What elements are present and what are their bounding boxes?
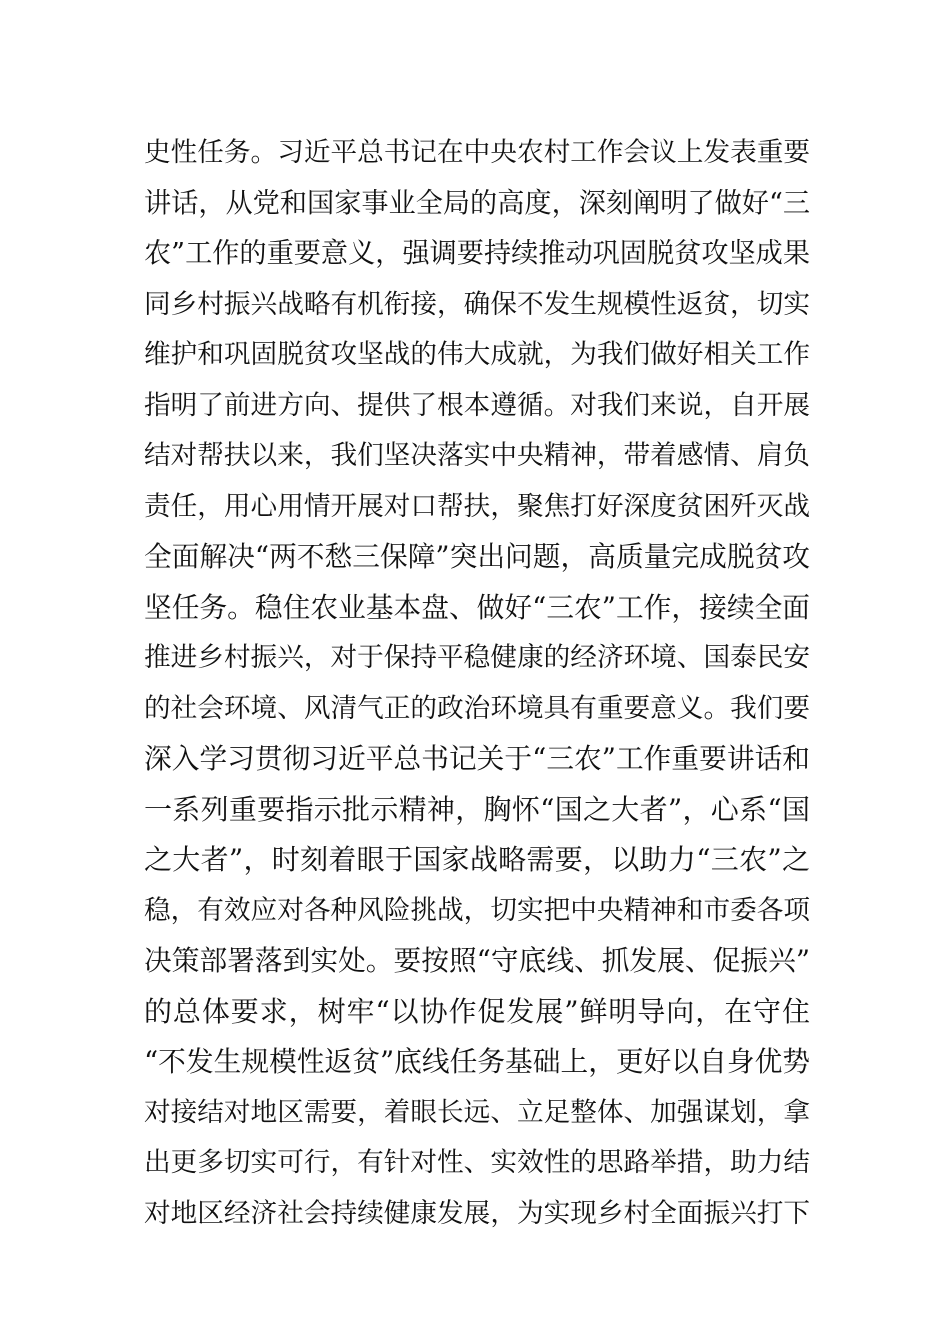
text-line-2: 讲话，从党和国家事业全局的高度，深刻阐明了做好“三 — [144, 187, 811, 219]
text-line-20: 对接结对地区需要，着眼长远、立足整体、加强谋划，拿 — [144, 1096, 810, 1128]
text-line-12: 的社会环境、风清气正的政治环境具有重要意义。我们要 — [144, 692, 810, 724]
text-line-11: 推进乡村振兴，对于保持平稳健康的经济环境、国泰民安 — [144, 642, 810, 673]
text-line-21: 出更多切实可行，有针对性、实效性的思路举措，助力结 — [144, 1147, 810, 1178]
text-line-7: 结对帮扶以来，我们坚决落实中央精神，带着感情、肩负 — [144, 440, 810, 471]
text-line-14: 一系列重要指示批示精神，胸怀“国之大者”，心系“国 — [144, 792, 810, 826]
text-line-22: 对地区经济社会持续健康发展，为实现乡村全面振兴打下 — [144, 1197, 810, 1229]
text-line-17: 决策部署落到实处。要按照“守底线、抓发展、促振兴” — [144, 944, 810, 977]
text-line-19: “不发生规模性返贫”底线任务基础上，更好以自身优势 — [144, 1045, 810, 1078]
text-line-10: 坚任务。稳住农业基本盘、做好“三农”工作，接续全面 — [144, 590, 810, 624]
text-line-16: 稳，有效应对各种风险挑战，切实把中央精神和市委各项 — [144, 894, 810, 926]
text-line-3: 农”工作的重要意义，强调要持续推动巩固脱贫攻坚成果 — [144, 238, 811, 269]
text-line-6: 指明了前进方向、提供了根本遵循。对我们来说，自开展 — [144, 389, 810, 421]
text-line-1: 史性任务。习近平总书记在中央农村工作会议上发表重要 — [144, 137, 810, 168]
text-line-9: 全面解决“两不愁三保障”突出问题，高质量完成脱贫攻 — [144, 540, 810, 573]
text-line-4: 同乡村振兴战略有机衔接，确保不发生规模性返贫，切实 — [144, 288, 810, 320]
text-line-18: 的总体要求，树牢“以协作促发展”鲜明导向，在守住 — [144, 994, 810, 1028]
text-line-5: 维护和巩固脱贫攻坚战的伟大成就，为我们做好相关工作 — [144, 339, 810, 370]
text-line-8: 责任，用心用情开展对口帮扶，聚焦打好深度贫困歼灭战 — [144, 490, 810, 522]
body-text — [144, 128, 810, 1239]
text-line-15: 之大者”，时刻着眼于国家战略需要，以助力“三农”之 — [144, 843, 810, 876]
text-line-13: 深入学习贯彻习近平总书记关于“三农”工作重要讲话和 — [144, 742, 810, 775]
